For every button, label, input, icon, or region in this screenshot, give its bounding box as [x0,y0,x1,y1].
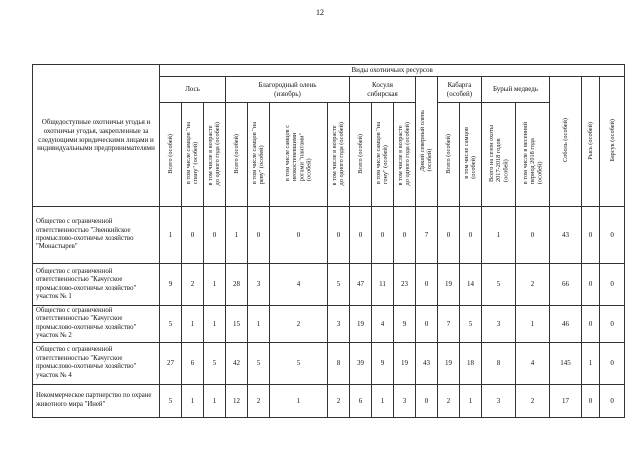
org-name-cell: Общество с ограниченной ответственностью "Качугское промыслово-охотничье хозяйство" участок № 2 [33,306,160,343]
value-cell: 1 [460,384,482,417]
value-cell: 0 [204,207,226,264]
value-cell: 1 [204,264,226,306]
value-cell: 42 [226,342,248,384]
value-cell: 8 [328,342,350,384]
value-cell: 7 [438,306,460,343]
value-cell: 39 [350,342,372,384]
value-cell: 0 [516,207,550,264]
value-cell: 0 [372,207,394,264]
col-header-elk-males: в том числе самцов "на спану" (особей) [182,103,204,207]
value-cell: 2 [438,384,460,417]
org-name-cell: Общество с ограниченной ответственностью "Качугское промыслово-охотничье хозяйство" участок № 4 [33,342,160,384]
hunting-resources-table [32,64,625,418]
col-header-musk-deer-total: Всего (особей) [438,103,460,207]
value-cell: 18 [460,342,482,384]
col-header-red-deer-young: в том числе в возрасте до одного года (особей) [328,103,350,207]
value-cell: 1 [182,384,204,417]
value-cell: 47 [350,264,372,306]
value-cell: 5 [482,264,516,306]
value-cell: 5 [160,306,182,343]
value-cell: 0 [582,306,600,343]
value-cell: 1 [582,342,600,384]
value-cell: 2 [328,384,350,417]
value-cell: 2 [516,264,550,306]
table-row [33,207,625,264]
value-cell: 12 [226,384,248,417]
col-header-lynx: Рысь (особей) [582,77,600,207]
value-cell: 9 [372,342,394,384]
value-cell: 4 [270,264,328,306]
value-cell: 15 [226,306,248,343]
value-cell: 1 [372,384,394,417]
value-cell: 6 [350,384,372,417]
value-cell: 5 [160,384,182,417]
value-cell: 0 [182,207,204,264]
value-cell: 28 [226,264,248,306]
value-cell: 1 [482,207,516,264]
value-cell: 1 [204,306,226,343]
value-cell: 0 [460,207,482,264]
value-cell: 5 [248,342,270,384]
col-header-red-deer-males: в том числе самцов "на реву" (особей) [248,103,270,207]
value-cell: 0 [582,384,600,417]
value-cell: 3 [482,306,516,343]
value-cell: 5 [460,306,482,343]
value-cell: 0 [600,264,625,306]
value-cell: 1 [182,306,204,343]
value-cell: 5 [328,264,350,306]
value-cell: 0 [600,342,625,384]
value-cell: 1 [248,306,270,343]
value-cell: 14 [460,264,482,306]
value-cell: 0 [582,264,600,306]
value-cell: 6 [182,342,204,384]
value-cell: 2 [270,306,328,343]
page-number: 12 [316,8,324,17]
col-header-badger: Барсук (особей) [600,77,625,207]
value-cell: 5 [204,342,226,384]
value-cell: 11 [372,264,394,306]
value-cell: 0 [600,306,625,343]
value-cell: 0 [248,207,270,264]
value-cell: 0 [394,207,416,264]
group-red-deer: Благородный олень (изюбрь) [226,77,350,103]
org-name-cell: Общество с ограниченной ответственностью "Эвенкийское промыслово-охотничье хозяйство "Монастырев" [33,207,160,264]
value-cell: 9 [394,306,416,343]
value-cell: 3 [328,306,350,343]
value-cell: 9 [160,264,182,306]
row-header-cell: Общедоступные охотничьи угодья и охотничьи угодья, закрепленные за следующими юридическими лицами и индивидуальными предпринимателями [33,65,160,207]
value-cell: 1 [516,306,550,343]
value-cell: 0 [270,207,328,264]
value-cell: 8 [482,342,516,384]
col-header-bear-season: Всего на сезон охоты 2017-2018 годов (особей) [482,103,516,207]
value-cell: 0 [416,384,438,417]
value-cell: 1 [204,384,226,417]
value-cell: 0 [328,207,350,264]
value-cell: 27 [160,342,182,384]
value-cell: 1 [270,384,328,417]
table-title: Виды охотничьих ресурсов [160,65,625,77]
table-row [33,384,625,417]
col-header-bear-spring: в том числе в весенний период 2018 года (особей) [516,103,550,207]
org-name-cell: Общество с ограниченной ответственностью "Качугское промыслово-охотничье хозяйство" участок № 1 [33,264,160,306]
value-cell: 7 [416,207,438,264]
group-roe-deer: Косуля сибирская [350,77,416,103]
value-cell: 17 [550,384,582,417]
col-header-musk-deer-males: в том числе самцов (особей) [460,103,482,207]
value-cell: 5 [270,342,328,384]
value-cell: 1 [226,207,248,264]
value-cell: 0 [438,207,460,264]
value-cell: 4 [372,306,394,343]
value-cell: 2 [248,384,270,417]
group-brown-bear: Бурый медведь [482,77,550,103]
value-cell: 19 [438,264,460,306]
col-header-roe-deer-young: в том числе в возрасте до одного года (особей) [394,103,416,207]
value-cell: 2 [516,384,550,417]
value-cell: 43 [550,207,582,264]
col-header-roe-deer-males: в том числе самцов "на гону" (особей) [372,103,394,207]
table-row [33,264,625,306]
value-cell: 46 [550,306,582,343]
value-cell: 3 [482,384,516,417]
group-musk-deer: Кабарга (особей) [438,77,482,103]
value-cell: 0 [600,384,625,417]
value-cell: 0 [350,207,372,264]
value-cell: 3 [394,384,416,417]
value-cell: 0 [600,207,625,264]
value-cell: 19 [350,306,372,343]
col-header-elk-young: в том числе в возрасте до одного года (особей) [204,103,226,207]
value-cell: 66 [550,264,582,306]
value-cell: 2 [182,264,204,306]
col-header-elk-total: Всего (особей) [160,103,182,207]
value-cell: 0 [416,264,438,306]
value-cell: 3 [248,264,270,306]
value-cell: 4 [516,342,550,384]
value-cell: 0 [582,207,600,264]
table-row [33,342,625,384]
value-cell: 1 [160,207,182,264]
col-header-sable: Соболь (особей) [550,77,582,207]
value-cell: 145 [550,342,582,384]
group-elk: Лось [160,77,226,103]
value-cell: 23 [394,264,416,306]
value-cell: 19 [394,342,416,384]
value-cell: 0 [416,306,438,343]
org-name-cell: Некоммерческое партнерство по охране животного мира "Иней" [33,384,160,417]
col-header-red-deer-antlers: в том числе самцов с неокостеневшими рогами "пантами" (особей) [270,103,328,207]
col-header-wild-reindeer: Дикий северный олень (особей) [416,77,438,207]
value-cell: 43 [416,342,438,384]
value-cell: 19 [438,342,460,384]
table-row [33,306,625,343]
col-header-red-deer-total: Всего (особей) [226,103,248,207]
col-header-roe-deer-total: Всего (особей) [350,103,372,207]
